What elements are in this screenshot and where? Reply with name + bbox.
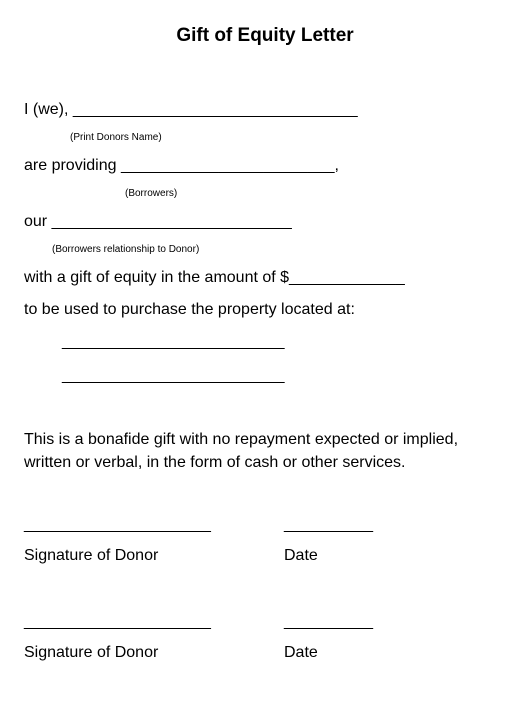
donor-signature-label-2: Signature of Donor	[24, 644, 159, 661]
gift-amount-line: with a gift of equity in the amount of $_____________	[24, 269, 405, 286]
borrowers-caption: (Borrowers)	[125, 188, 178, 199]
property-address-line-1: _________________________	[62, 333, 285, 350]
date-line-1: __________	[284, 516, 373, 533]
donor-name-caption: (Print Donors Name)	[70, 132, 162, 143]
date-label-1: Date	[284, 547, 318, 564]
donor-name-line: I (we), ________________________________	[24, 101, 358, 118]
page-title: Gift of Equity Letter	[176, 25, 354, 46]
donor-signature-label-1: Signature of Donor	[24, 547, 159, 564]
gift-statement-line-1: This is a bonafide gift with no repayment expected or implied,	[24, 431, 459, 448]
relationship-line: our ___________________________	[24, 213, 292, 230]
gift-statement-line-2: written or verbal, in the form of cash or other services.	[24, 454, 406, 471]
gift-statement	[24, 428, 514, 474]
property-purpose-line: to be used to purchase the property located at:	[24, 301, 355, 318]
relationship-caption: (Borrowers relationship to Donor)	[52, 244, 200, 255]
property-address-line-2: _________________________	[62, 367, 285, 384]
borrowers-line: are providing ________________________,	[24, 157, 339, 174]
donor-signature-line-2: _____________________	[24, 613, 211, 630]
donor-signature-line-1: _____________________	[24, 516, 211, 533]
date-line-2: __________	[284, 613, 373, 630]
date-label-2: Date	[284, 644, 318, 661]
